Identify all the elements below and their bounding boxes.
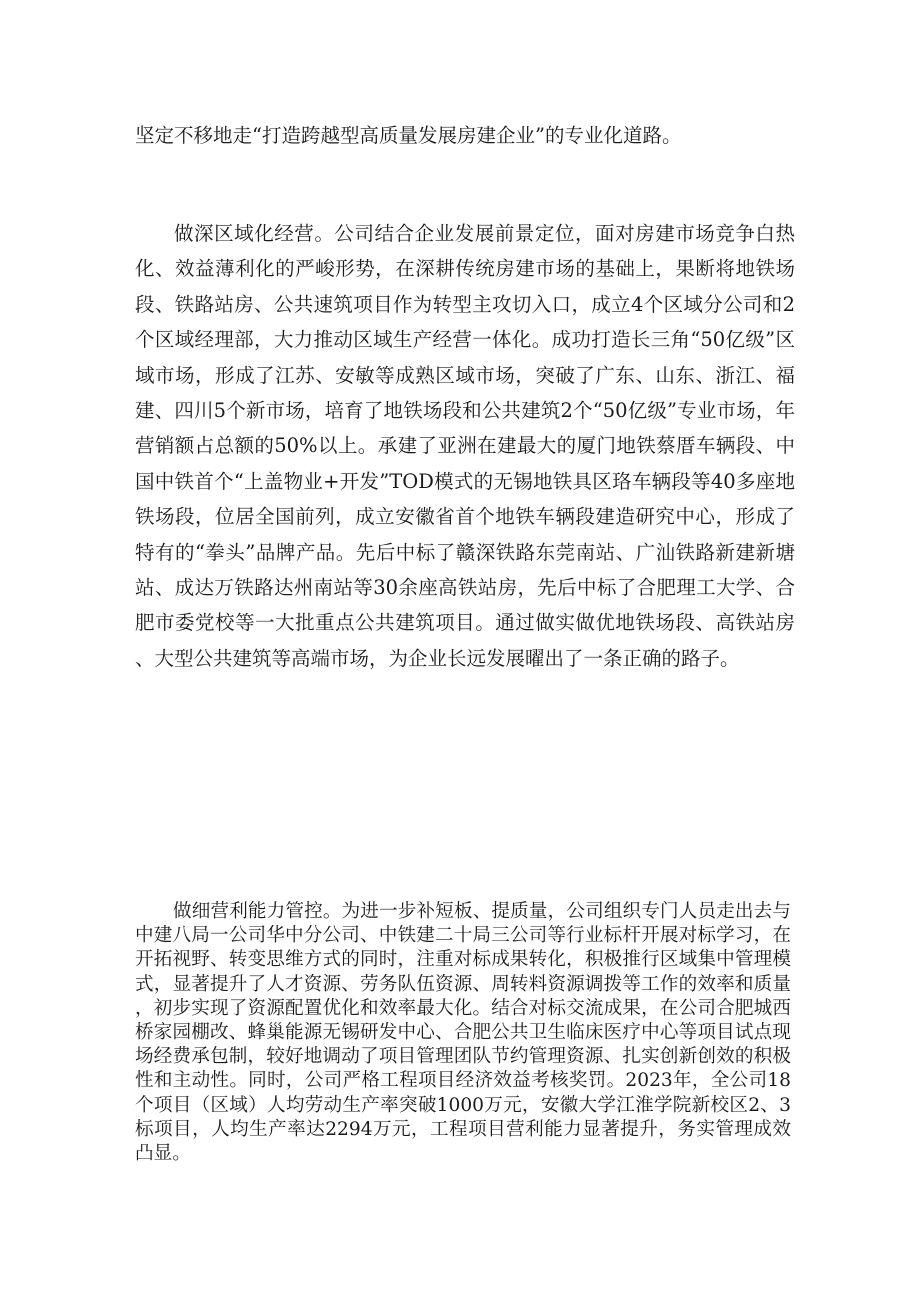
paragraph-intro: 坚定不移地走“打造跨越型高质量发展房建企业”的专业化道路。 — [135, 124, 682, 147]
paragraph-regional-operations: 做深区域化经营。公司结合企业发展前景定位，面对房建市场竞争白热化、效益薄利化的严峻形势，在深耕传统房建市场的基础上，果断将地铁场段、铁路站房、公共速筑项目作为转型主攻切入口，成立4个区域分公司和2个区域经理部，大力推动区域生产经营一体化。成功打造长三角“50亿级”区域市场，形成了江苏、安敏等成熟区域市场，突破了广东、山东、浙江、福建、四川5个新市场，培育了地铁场段和公共建筑2个“50亿级”专业市场，年营销额占总额的50%以上。承建了亚洲在建最大的厦门地铁蔡厝车辆段、中国中铁首个“上盖物业+开发”TOD模式的无锡地铁具区珞车辆段等40多座地铁场段，位居全国前列，成立安徽省首个地铁车辆段建造研究中心，形成了特有的“拳头”品牌产品。先后中标了赣深铁路东莞南站、广汕铁路新建新塘站、成达万铁路达州南站等30余座高铁站房，先后中标了合肥理工大学、合肥市委党校等一大批重点公共建筑项目。通过做实做优地铁场段、高铁站房、大型公共建筑等高端市场，为企业长远发展曜出了一条正确的路子。 — [135, 222, 795, 670]
paragraph-profitability-control: 做细营利能力管控。为进一步补短板、提质量，公司组织专门人员走出去与中建八局一公司华中分公司、中铁建二十局三公司等行业标杆开展对标学习，在开拓视野、转变思维方式的同时，注重对标成果转化，积极推行区域集中管理模式，显著提升了人才资源、劳务队伍资源、周转料资源调拨等工作的效率和质量，初步实现了资源配置优化和效率最大化。结合对标交流成果，在公司合肥城西桥家园棚改、蜂巢能源无锡研发中心、合肥公共卫生临床医疗中心等项目试点现场经费承包制，较好地调动了项目管理团队节约管理资源、扎实创新创效的积极性和主动性。同时，公司严格工程项目经济效益考核奖罚。2023年，全公司18个项目（区域）人均劳动生产率突破1000万元，安徽大学江淮学院新校区2、3标项目，人均生产率达2294万元，工程项目营利能力显著提升，务实管理成效凸显。 — [135, 901, 791, 1165]
